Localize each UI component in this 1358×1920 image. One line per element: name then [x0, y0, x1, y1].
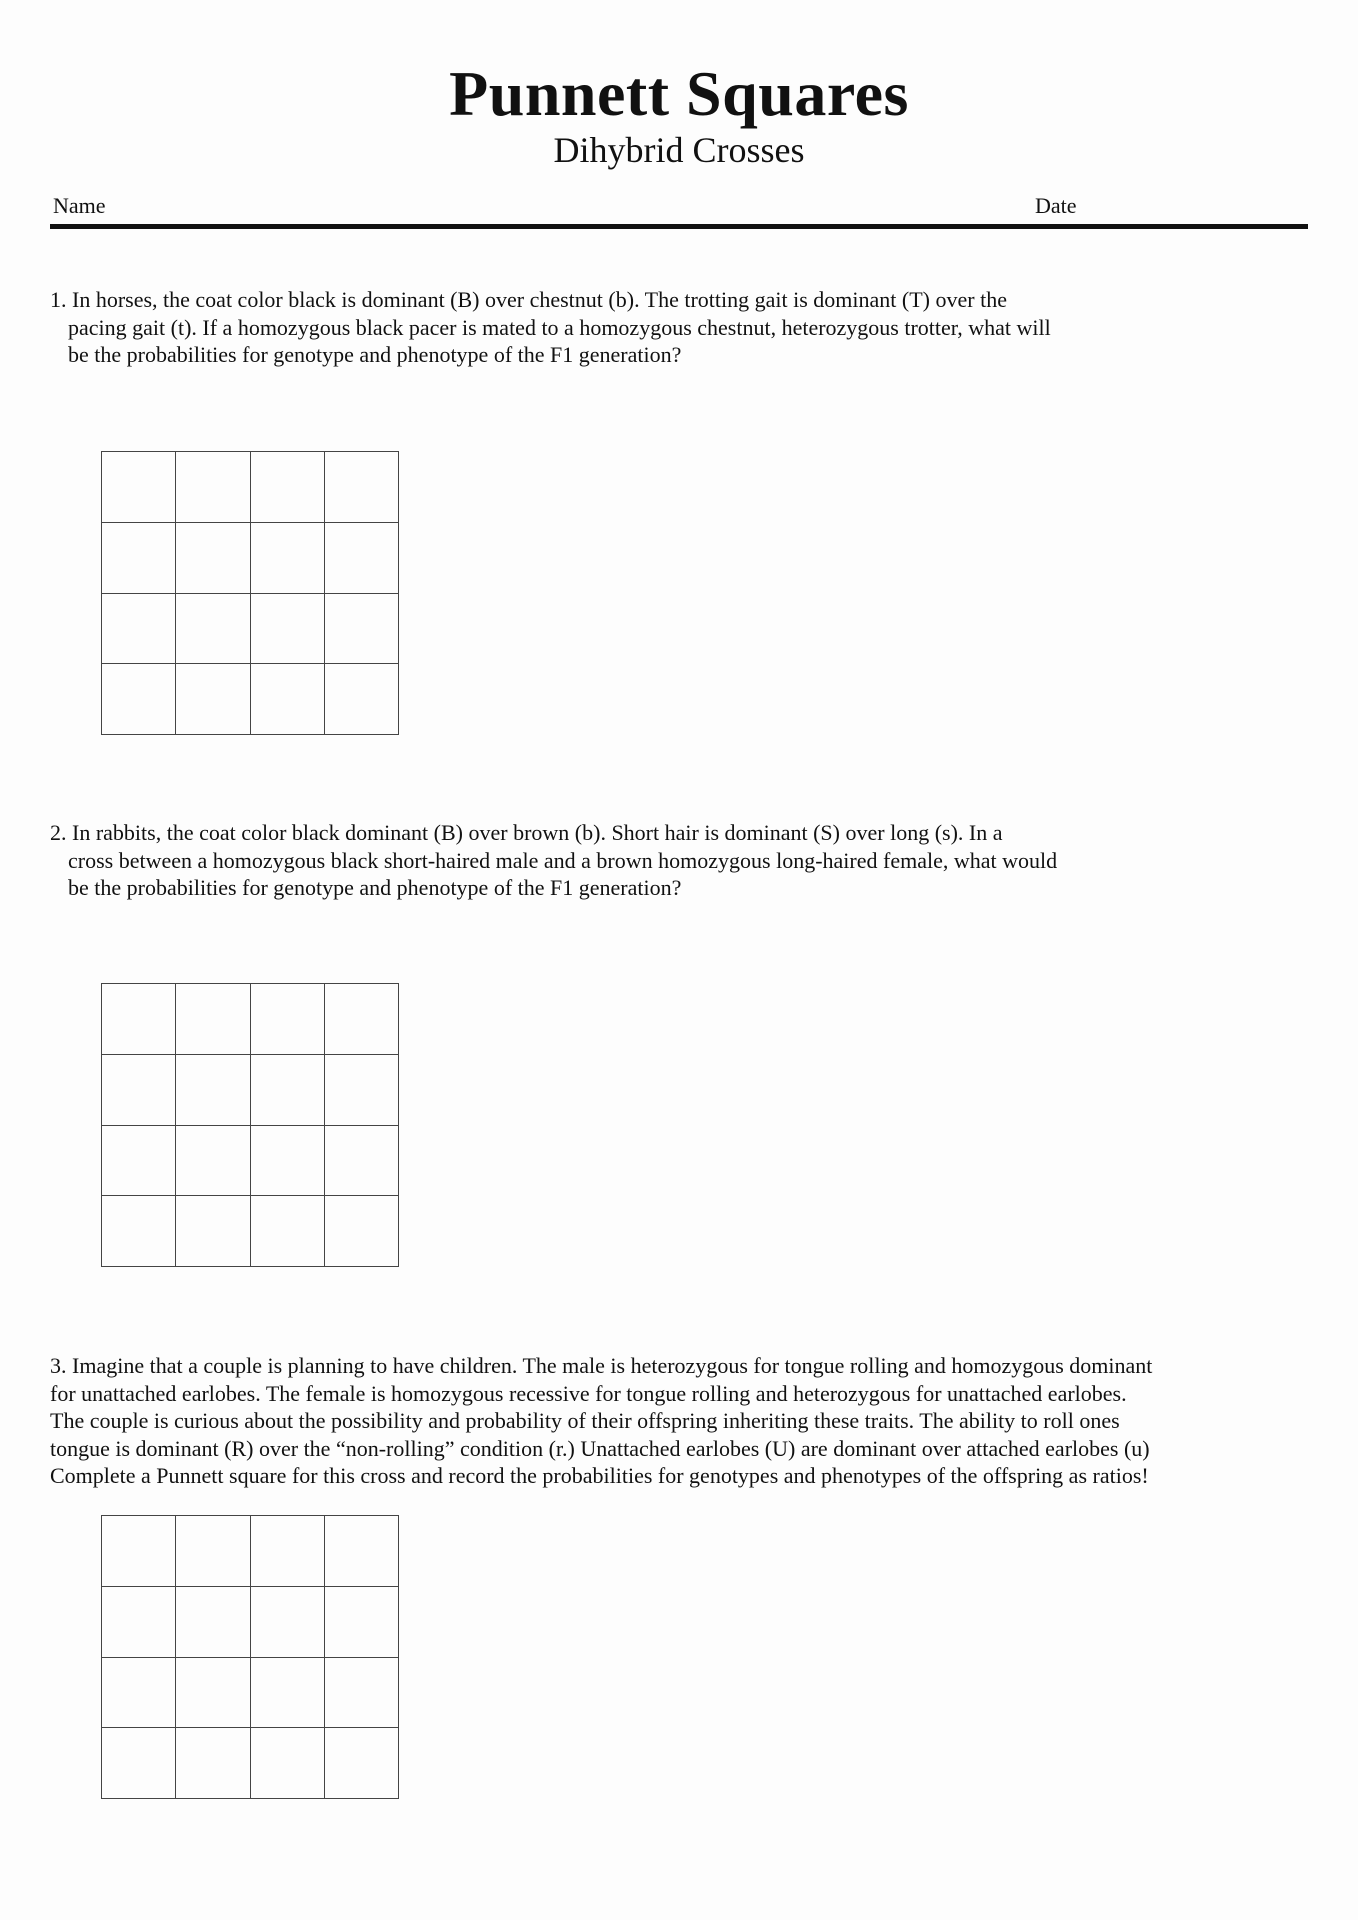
question-3 [50, 1352, 1152, 1490]
punnett-cell [176, 1658, 250, 1729]
question-1-line: pacing gait (t). If a homozygous black pacer is mated to a homozygous chestnut, heterozygous trotter, what will [68, 314, 1051, 340]
punnett-cell [325, 1658, 399, 1729]
question-2-line: be the probabilities for genotype and phenotype of the F1 generation? [68, 875, 682, 900]
question-2 [50, 819, 1057, 902]
punnett-cell [325, 1516, 399, 1587]
question-1-line: be the probabilities for genotype and phenotype of the F1 generation? [68, 342, 682, 367]
question-3-line: The couple is curious about the possibility and probability of their offspring inheriting these traits. The ability to roll ones [50, 1408, 1120, 1433]
punnett-cell [325, 1587, 399, 1658]
punnett-square-2 [101, 983, 399, 1267]
punnett-cell [176, 1196, 250, 1267]
question-2-line: cross between a homozygous black short-haired male and a brown homozygous long-haired female, what would [68, 847, 1058, 873]
punnett-cell [102, 1728, 176, 1799]
punnett-cell [102, 452, 176, 523]
punnett-cell [102, 1587, 176, 1658]
punnett-cell [176, 523, 250, 594]
punnett-cell [251, 1196, 325, 1267]
punnett-cell [176, 984, 250, 1055]
punnett-cell [176, 1587, 250, 1658]
punnett-cell [325, 523, 399, 594]
punnett-cell [176, 664, 250, 735]
punnett-cell [176, 1728, 250, 1799]
punnett-cell [176, 452, 250, 523]
punnett-cell [325, 984, 399, 1055]
punnett-cell [325, 1196, 399, 1267]
question-2-line: 2. In rabbits, the coat color black dominant (B) over brown (b). Short hair is dominant (S) over long (s). In a [50, 820, 1003, 845]
punnett-square-3 [101, 1515, 399, 1799]
punnett-cell [102, 1126, 176, 1197]
punnett-cell [251, 594, 325, 665]
punnett-cell [251, 984, 325, 1055]
punnett-cell [102, 1055, 176, 1126]
punnett-cell [325, 594, 399, 665]
question-3-line: for unattached earlobes. The female is homozygous recessive for tongue rolling and heterozygous for unattached earlobes. [50, 1380, 1127, 1406]
punnett-cell [325, 1055, 399, 1126]
question-3-line: tongue is dominant (R) over the “non-rolling” condition (r.) Unattached earlobes (U) are dominant over attached earlobes (u) [50, 1435, 1150, 1461]
question-3-line: 3. Imagine that a couple is planning to have children. The male is heterozygous for tongue rolling and homozygous dominant [50, 1353, 1153, 1378]
punnett-cell [325, 1126, 399, 1197]
punnett-cell [176, 1055, 250, 1126]
punnett-cell [102, 594, 176, 665]
punnett-cell [251, 1126, 325, 1197]
question-3-line: Complete a Punnett square for this cross and record the probabilities for genotypes and phenotypes of the offspring as ratios! [50, 1463, 1149, 1488]
punnett-cell [325, 1728, 399, 1799]
question-1 [50, 286, 1051, 369]
punnett-square-1 [101, 451, 399, 735]
punnett-cell [102, 1658, 176, 1729]
punnett-cell [251, 1587, 325, 1658]
worksheet-subtitle: Dihybrid Crosses [553, 130, 805, 170]
punnett-cell [251, 1728, 325, 1799]
punnett-cell [325, 664, 399, 735]
name-label: Name [53, 193, 106, 218]
question-1-line: 1. In horses, the coat color black is dominant (B) over chestnut (b). The trotting gait is dominant (T) over the [50, 287, 1007, 312]
punnett-cell [251, 1516, 325, 1587]
punnett-cell [251, 523, 325, 594]
punnett-cell [102, 664, 176, 735]
punnett-cell [102, 984, 176, 1055]
punnett-cell [251, 1658, 325, 1729]
punnett-cell [251, 664, 325, 735]
punnett-cell [251, 1055, 325, 1126]
date-label: Date [1035, 193, 1077, 218]
punnett-cell [176, 1516, 250, 1587]
header-rule [50, 224, 1308, 229]
punnett-cell [251, 452, 325, 523]
punnett-cell [102, 523, 176, 594]
punnett-cell [102, 1516, 176, 1587]
worksheet-title: Punnett Squares [449, 58, 909, 129]
punnett-cell [102, 1196, 176, 1267]
punnett-cell [176, 1126, 250, 1197]
punnett-cell [176, 594, 250, 665]
punnett-cell [325, 452, 399, 523]
